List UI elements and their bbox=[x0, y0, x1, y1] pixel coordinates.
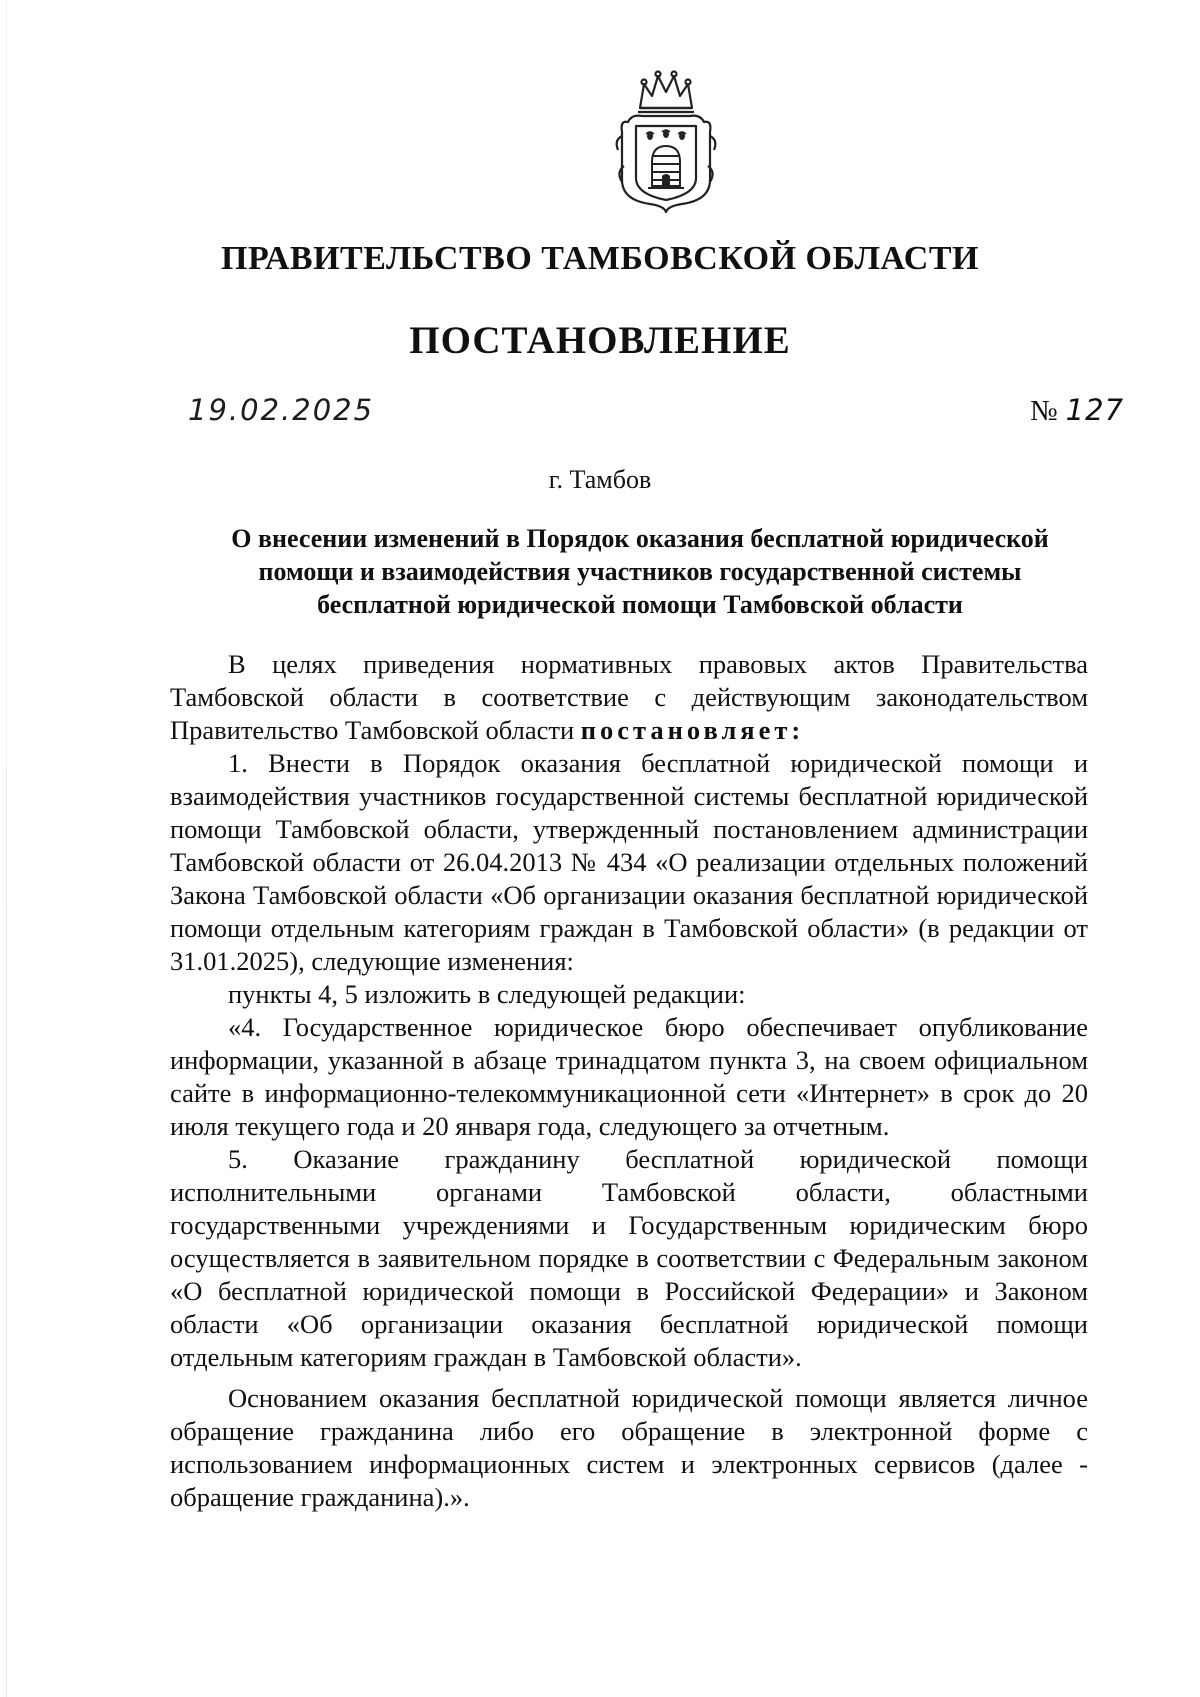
item-1-paragraph: 1. Внести в Порядок оказания бесплатной юридической помощи и взаимодействия участников государственной системы бесплатной юридической помощи Тамбовской области, утвержденный постановлением администрации Тамбовской области от 26.04.2013 № 434 «О реализации отдельных положений Закона Тамбовской области «Об организации оказания бесплатной юридической помощи отдельным категориям граждан в Тамбовской области» (в редакции от 31.01.2025), следующие изменения: bbox=[170, 748, 1088, 976]
organization-name: ПРАВИТЕЛЬСТВО ТАМБОВСКОЙ ОБЛАСТИ bbox=[221, 240, 979, 277]
document-body bbox=[170, 648, 1088, 1514]
title-line: О внесении изменений в Порядок оказания бесплатной юридической bbox=[231, 524, 1049, 553]
intro-keyword: постановляет: bbox=[580, 715, 805, 745]
intro-paragraph bbox=[170, 648, 1088, 747]
point-4-paragraph: «4. Государственное юридическое бюро обеспечивает опубликование информации, указанной в абзаце тринадцатом пункта 3, на своем официальном сайте в информационно-телекоммуникационной сети «Интернет» в срок до 20 июля текущего года и 20 января года, следующего за отчетным. bbox=[170, 1012, 1088, 1141]
document-type: ПОСТАНОВЛЕНИЕ bbox=[409, 319, 791, 362]
point-5-paragraph: 5. Оказание гражданину бесплатной юридической помощи исполнительными органами Тамбовской области, областными государственными учреждениями и Государственным юридическим бюро осуществляется в заявительном порядке в соответствии с Федеральным законом «О бесплатной юридической помощи в Российской Федерации» и Законом области «Об организации оказания бесплатной юридической помощи отдельным категориям граждан в Тамбовской области». bbox=[170, 1144, 1088, 1372]
item-1-sub-paragraph: пункты 4, 5 изложить в следующей редакции: bbox=[228, 979, 746, 1009]
intro-text: В целях приведения нормативных правовых актов Правительства Тамбовской области в соответствие с действующим законодательством Правительство Тамбовской области bbox=[170, 649, 1088, 745]
city-line: г. Тамбов bbox=[548, 465, 652, 494]
document-number bbox=[1030, 393, 1124, 428]
title-line: помощи и взаимодействия участников государственной системы bbox=[258, 557, 1022, 586]
tambov-coat-of-arms-icon bbox=[610, 62, 722, 214]
number-value: 127 bbox=[1065, 393, 1125, 427]
document-date: 19.02.2025 bbox=[188, 393, 375, 427]
title-line: бесплатной юридической помощи Тамбовской области bbox=[317, 590, 963, 619]
number-label: № bbox=[1030, 395, 1058, 427]
document-title bbox=[190, 522, 1090, 621]
basis-paragraph: Основанием оказания бесплатной юридической помощи является личное обращение гражданина либо его обращение в электронной форме с использованием информационных систем и электронных сервисов (далее - обращение гражданина).». bbox=[170, 1383, 1088, 1512]
